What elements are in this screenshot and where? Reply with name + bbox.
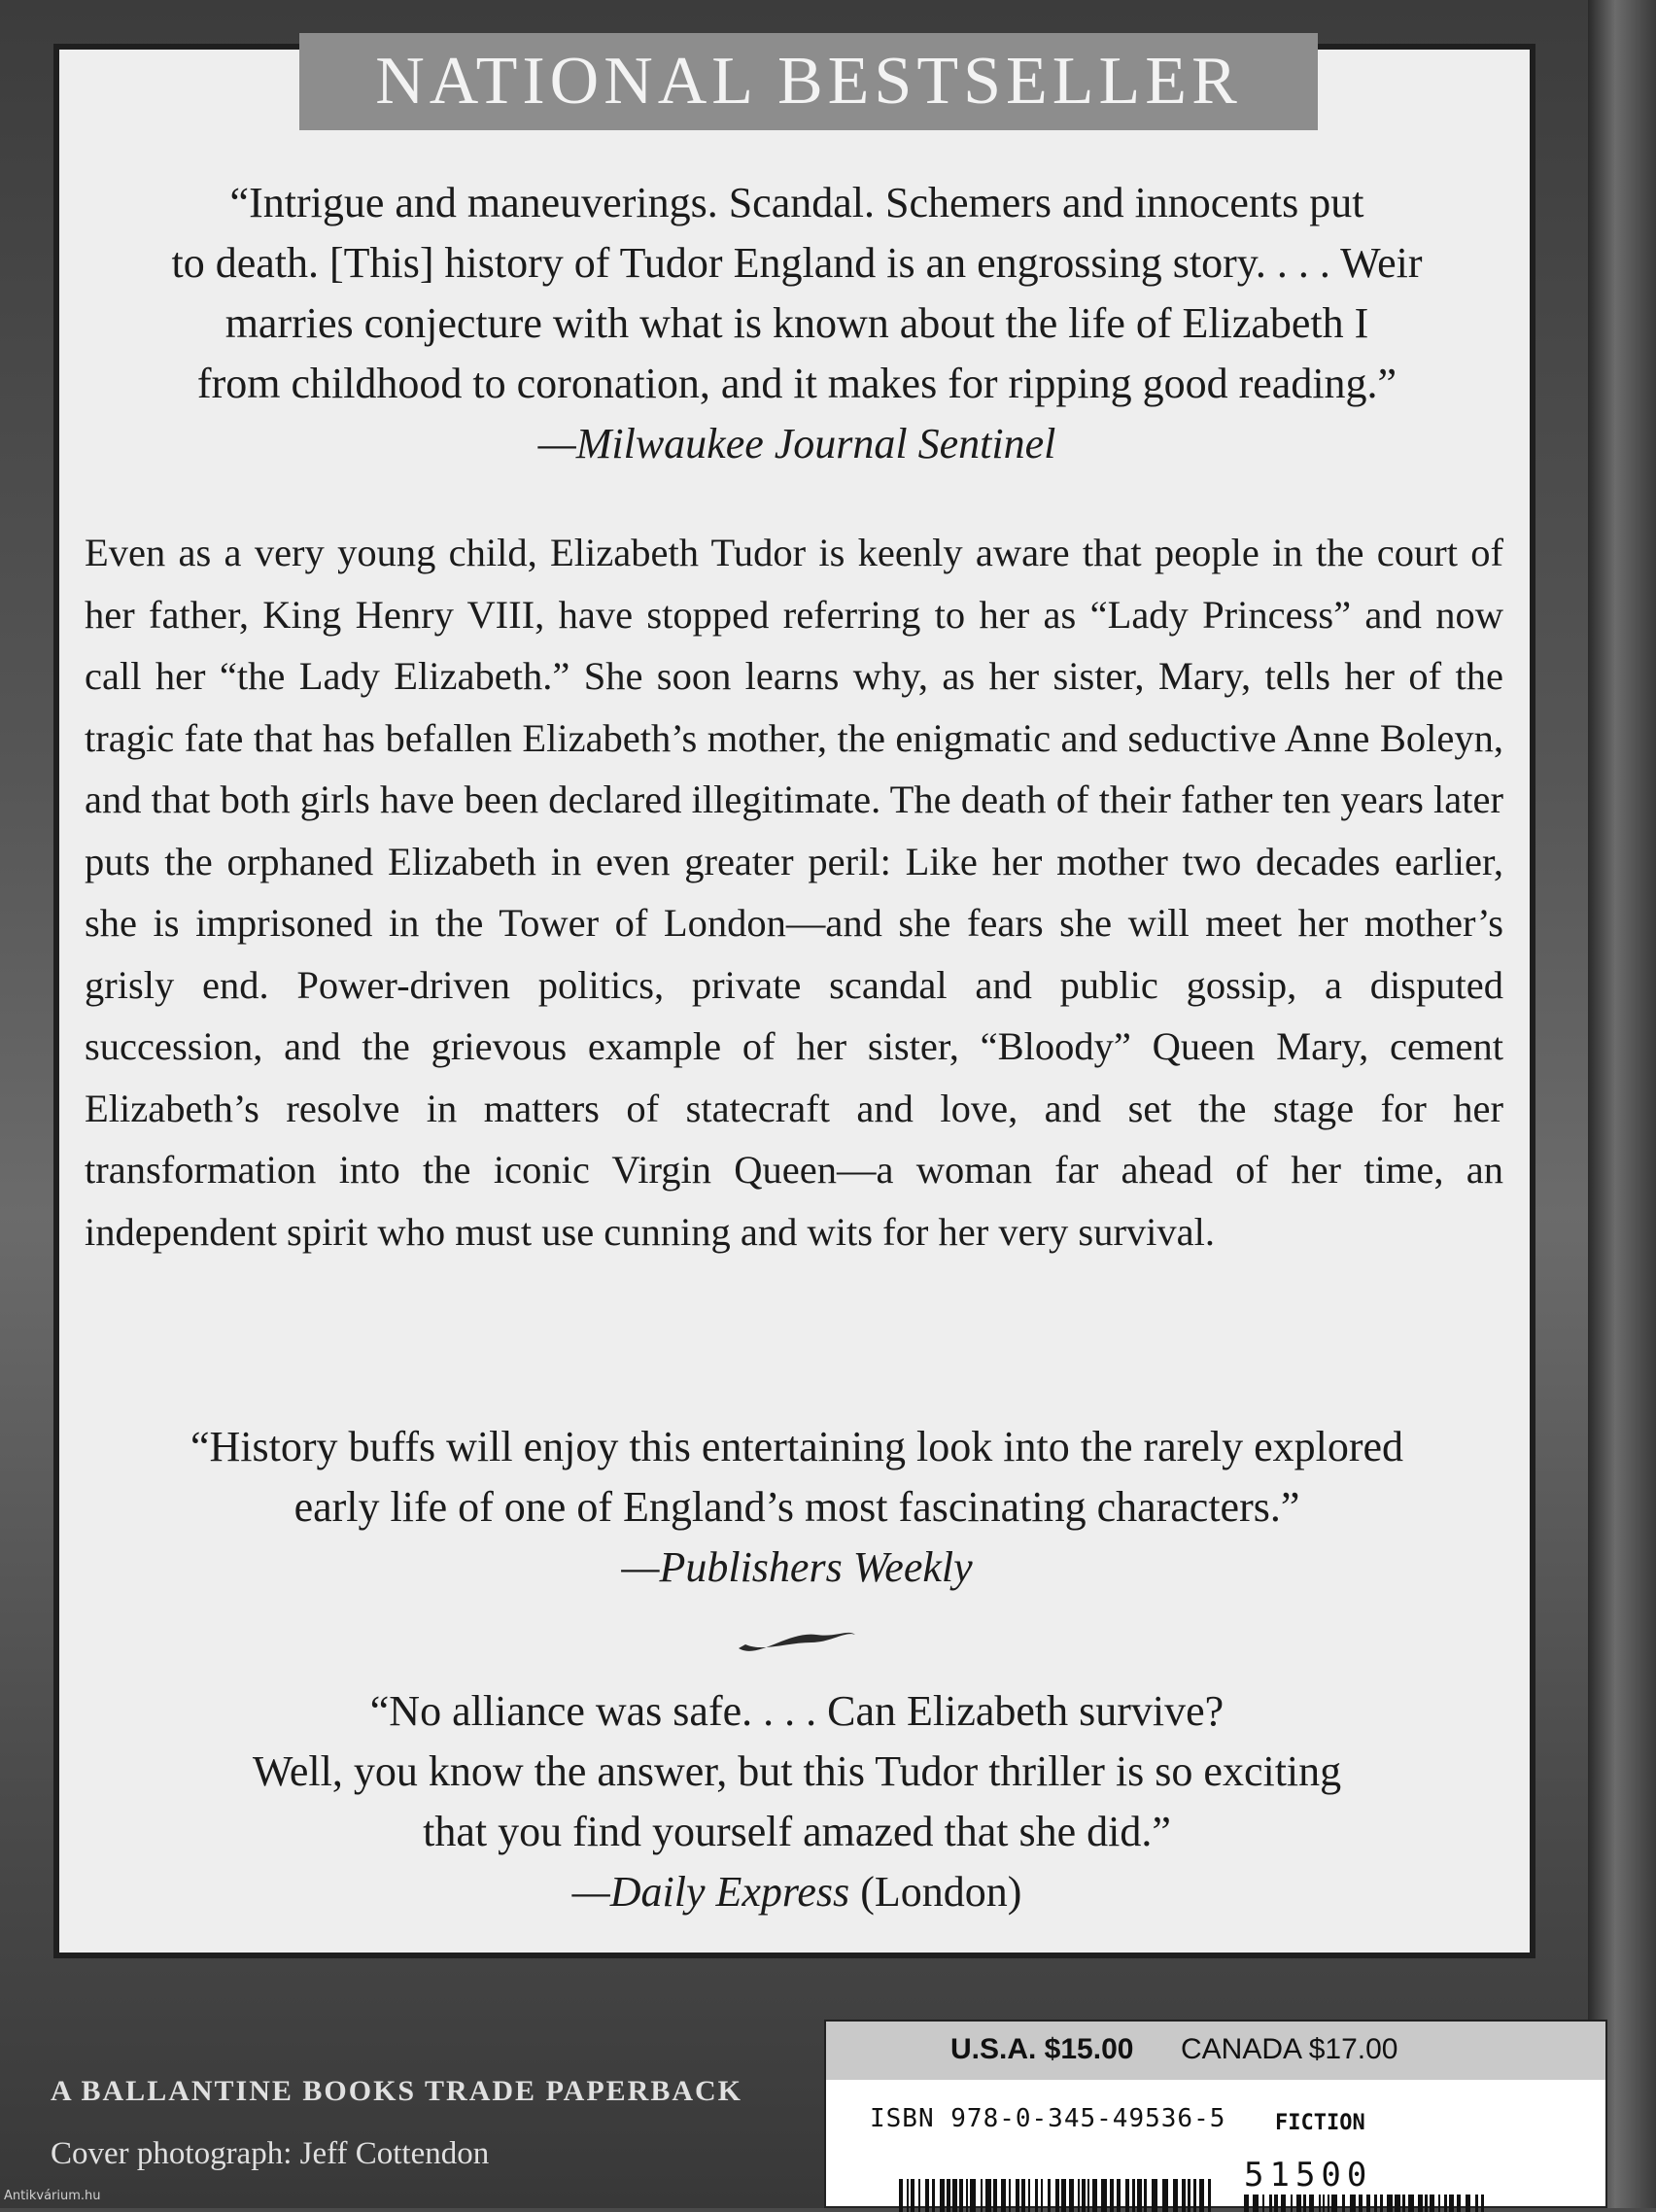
category-label: FICTION	[1275, 2111, 1365, 2135]
quote-line: that you find yourself amazed that she did.”	[423, 1808, 1171, 1855]
addon-code: 51500	[1244, 2156, 1373, 2195]
quote-line: marries conjecture with what is known about the life of Elizabeth I	[224, 299, 1369, 347]
ornament-swash-icon	[734, 1621, 860, 1660]
price-strip	[826, 2022, 1605, 2080]
isbn-label: ISBN 978-0-345-49536-5	[870, 2104, 1226, 2133]
quote-line: Well, you know the answer, but this Tudor thriller is so exciting	[252, 1747, 1342, 1795]
quote-daily-express	[87, 1681, 1506, 1922]
attribution-location: (London)	[849, 1868, 1022, 1916]
barcode-icon	[899, 2179, 1220, 2212]
cover-edge	[1588, 0, 1656, 2208]
quote-line: “History buffs will enjoy this entertaining look into the rarely explored	[190, 1423, 1404, 1470]
addon-barcode-icon	[1244, 2195, 1487, 2212]
photo-credit: Cover photograph: Jeff Cottendon	[51, 2136, 490, 2171]
quote-line: to death. [This] history of Tudor England is an engrossing story. . . . Weir	[171, 239, 1423, 287]
bestseller-banner: NATIONAL BESTSELLER	[299, 33, 1318, 130]
publisher-line: A BALLANTINE BOOKS TRADE PAPERBACK	[51, 2075, 743, 2107]
quote-attribution: —Milwaukee Journal Sentinel	[537, 420, 1056, 467]
quote-attribution: —Publishers Weekly	[621, 1543, 973, 1591]
quote-milwaukee	[78, 173, 1516, 474]
quote-line: “Intrigue and maneuverings. Scandal. Schemers and innocents put	[229, 179, 1364, 226]
watermark: Antikvárium.hu	[4, 2189, 101, 2203]
quote-publishers-weekly	[87, 1417, 1506, 1598]
price-barcode-box	[824, 2020, 1607, 2208]
quote-attribution	[87, 1862, 1506, 1922]
price-canada: CANADA $17.00	[1181, 2033, 1398, 2065]
quote-line: from childhood to coronation, and it makes for ripping good reading.”	[196, 360, 1397, 407]
quote-line: “No alliance was safe. . . . Can Elizabeth survive?	[369, 1687, 1225, 1735]
attribution-source: —Daily Express	[571, 1868, 850, 1916]
quote-line: early life of one of England’s most fascinating characters.”	[293, 1483, 1300, 1531]
book-description: Even as a very young child, Elizabeth Tudor is keenly aware that people in the court of her father, King Henry VIII, have stopped referring to her as “Lady Princess” and now call her “the Lady Elizabeth.” She soon learns why, as her sister, Mary, tells her of the tragic fate that has befallen Elizabeth’s mother, the enigmatic and seductive Anne Boleyn, and that both girls have been declared illegitimate. The death of their father ten years later puts the orphaned Elizabeth in even greater peril: Like her mother two decades earlier, she is imprisoned in the Tower of London—and she fears she will meet her mother’s grisly end. Power-driven politics, private scandal and public gossip, a disputed succession, and the grievous example of her sister, “Bloody” Queen Mary, cement Elizabeth’s resolve in matters of statecraft and love, and set the stage for her transformation into the iconic Virgin Queen—a woman far ahead of her time, an independent spirit who must use cunning and wits for her very survival.	[85, 531, 1503, 1254]
price-usa: U.S.A. $15.00	[950, 2033, 1134, 2065]
